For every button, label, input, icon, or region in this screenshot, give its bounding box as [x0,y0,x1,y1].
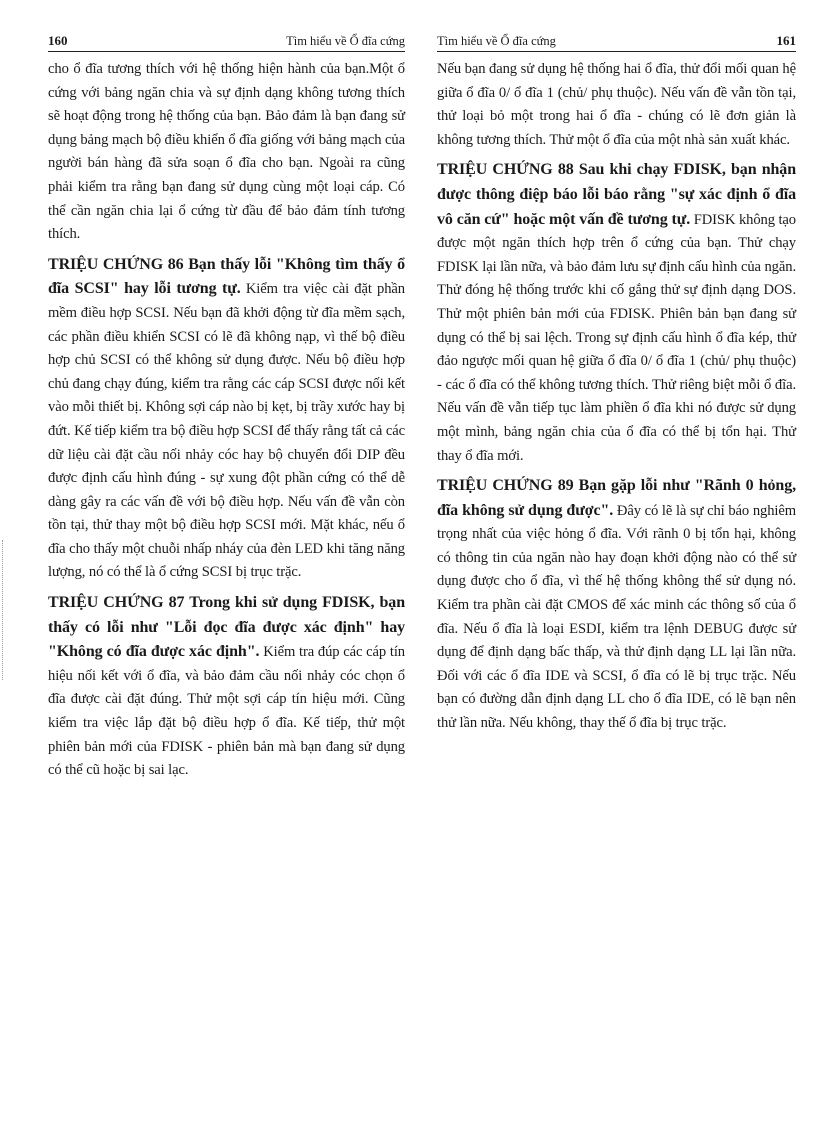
running-title: Tìm hiểu về Ổ đĩa cứng [437,34,556,48]
running-title: Tìm hiểu về Ổ đĩa cứng [286,34,405,48]
paragraph-text: Đây có lẽ là sự chỉ báo nghiêm trọng nhất của việc hỏng ổ đĩa. Với rãnh 0 bị tổn hại, không có thông tin của ngăn nào hay đoạn khởi động nào có thể sử dụng được cho ổ đĩa, vì thế hệ thống không thể sử dụng nó. Kiểm tra phần cài đặt CMOS để xác minh các thông số của ổ đĩa. Nếu ổ đĩa là loại ESDI, kiểm tra lệnh DEBUG được sử dụng để định dạng bấc thấp, và thử định dạng LL lại lần nữa. Đối với các ổ đĩa IDE và SCSI, ổ đĩa có lẽ bị trục trặc. Nếu bạn có đường dẫn định dạng LL cho ổ đĩa IDE, có lẽ bạn nên thử lần nữa. Nếu không, thay thế ổ đĩa bị trục trặc. [437,502,796,732]
left-page [48,34,405,783]
scan-edge-mark [2,540,5,680]
right-body [437,58,796,736]
symptom-paragraph [437,474,796,736]
symptom-heading: TRIỆU CHỨNG 88 Sau khi chạy FDISK, bạn nhận được thông điệp báo lỗi báo rằng "sự xác định ổ đĩa vô căn cứ" hoặc một vấn đề tương tự. [437,161,796,228]
right-page [437,34,796,736]
paragraph-text: Kiểm tra việc cài đặt phần mềm điều hợp SCSI. Nếu bạn đã khởi động từ đĩa mềm sạch, các phần điều khiển SCSI có lẽ đã không nạp, vì thế bộ điều hợp chủ SCSI có thể không sử dụng được. Nếu bộ điều hợp chủ đang chạy đúng, kiểm tra rằng các cáp SCSI được nối kết vào mỗi thiết bị. Không sợi cáp nào bị kẹt, bị trầy xước hay bị đứt. Kế tiếp kiểm tra bộ điều hợp SCSI để thấy rằng tất cả các dữ liệu cài đặt cầu nối nhảy cóc hay bộ chuyển đổi DIP đều được định cấu hình đúng - sự xung đột phần cứng có thể dễ dàng gây ra các vấn đề với bộ điều hợp. Nếu vấn đề vẫn còn tồn tại, thử thay một bộ điều hợp SCSI mới. Mặt khác, nếu ổ đĩa cho thấy một chuỗi nhấp nháy của đèn LED khi tăng năng lượng, nó có thể là ổ cứng SCSI bị trục trặc. [48,281,405,581]
page-number: 161 [776,33,796,48]
symptom-heading: TRIỆU CHỨNG 89 Bạn gặp lỗi như "Rãnh 0 hỏng, đĩa không sử dụng được". [437,477,796,519]
symptom-paragraph [48,591,405,783]
left-body [48,58,405,783]
symptom-paragraph [437,158,796,468]
paragraph-text: Nếu bạn đang sử dụng hệ thống hai ổ đĩa, thử đổi mối quan hệ giữa ổ đĩa 0/ ổ đĩa 1 (chủ/ phụ thuộc). Nếu vấn đề vẫn tồn tại, thử loại bỏ một trong hai ổ đĩa - chúng có lẽ đơn giản là không tương thích. Thử một ổ đĩa của một nhà sản xuất khác. [437,61,796,148]
paragraph [48,58,405,247]
symptom-heading: TRIỆU CHỨNG 86 Bạn thấy lỗi "Không tìm thấy ổ đĩa SCSI" hay lỗi tương tự. [48,255,405,298]
symptom-heading: TRIỆU CHỨNG 87 Trong khi sử dụng FDISK, bạn thấy có lỗi như "Lỗi đọc đĩa được xác định" hay "Không có đĩa được xác định". [48,594,405,661]
paragraph-text: cho ổ đĩa tương thích với hệ thống hiện hành của bạn.Một ổ cứng với bảng ngăn chia và sự định dạng không tương thích sẽ hoạt động trong hệ thống của bạn. Bảo đảm là bạn đang sử dụng bảng mạch bộ điều khiển ổ đĩa giống với bảng mạch của người bán hàng đã sửa soạn ổ đĩa cho bạn. Ngoài ra cũng phải kiểm tra rằng bạn đang sử dụng cùng một loại cáp. Có thể cần ngăn chia lại ổ cứng từ đầu để bảo đảm tính tương thích. [48,61,405,243]
page-number: 160 [48,33,68,48]
symptom-paragraph [48,253,405,585]
paragraph-text: FDISK không tạo được một ngăn thích hợp trên ổ cứng của bạn. Thử chạy FDISK lại lần nữa, và bảo đảm lưu sự định cấu hình của ngăn. Thử đóng hệ thống trước khi cố gắng thử sự định dạng DOS. Thử một phiên bản mới của FDISK. Phiên bản bạn đang sử dụng có thể bị sai lệch. Trong sự định cấu hình ổ đĩa kép, thử đảo ngược mối quan hệ giữa ổ đĩa 0/ ổ đĩa 1 (chủ/ phụ thuộc) - các ổ đĩa có thể không tương thích. Thử riêng biệt mỗi ổ đĩa. Nếu vấn đề vẫn tiếp tục làm phiền ổ đĩa khi nó được sử dụng một mình, bảng ngăn chia của ổ đĩa có thể bị tổn hại. Thử thay ổ đĩa mới. [437,211,797,464]
paragraph [437,58,796,152]
right-running-head [437,34,796,52]
left-running-head [48,34,405,52]
paragraph-text: Kiểm tra đúp các cáp tín hiệu nối kết với ổ đĩa, và bảo đảm cầu nối nhảy cóc chọn ổ đĩa được cài đặt đúng. Thử một sợi cáp tín hiệu mới. Cũng kiểm tra việc lắp đặt bộ điều hợp ổ đĩa. Kế tiếp, thử một phiên bản mới của FDISK - phiên bản mà bạn đang sử dụng có thể cũ hoặc bị sai lạc. [48,644,405,779]
